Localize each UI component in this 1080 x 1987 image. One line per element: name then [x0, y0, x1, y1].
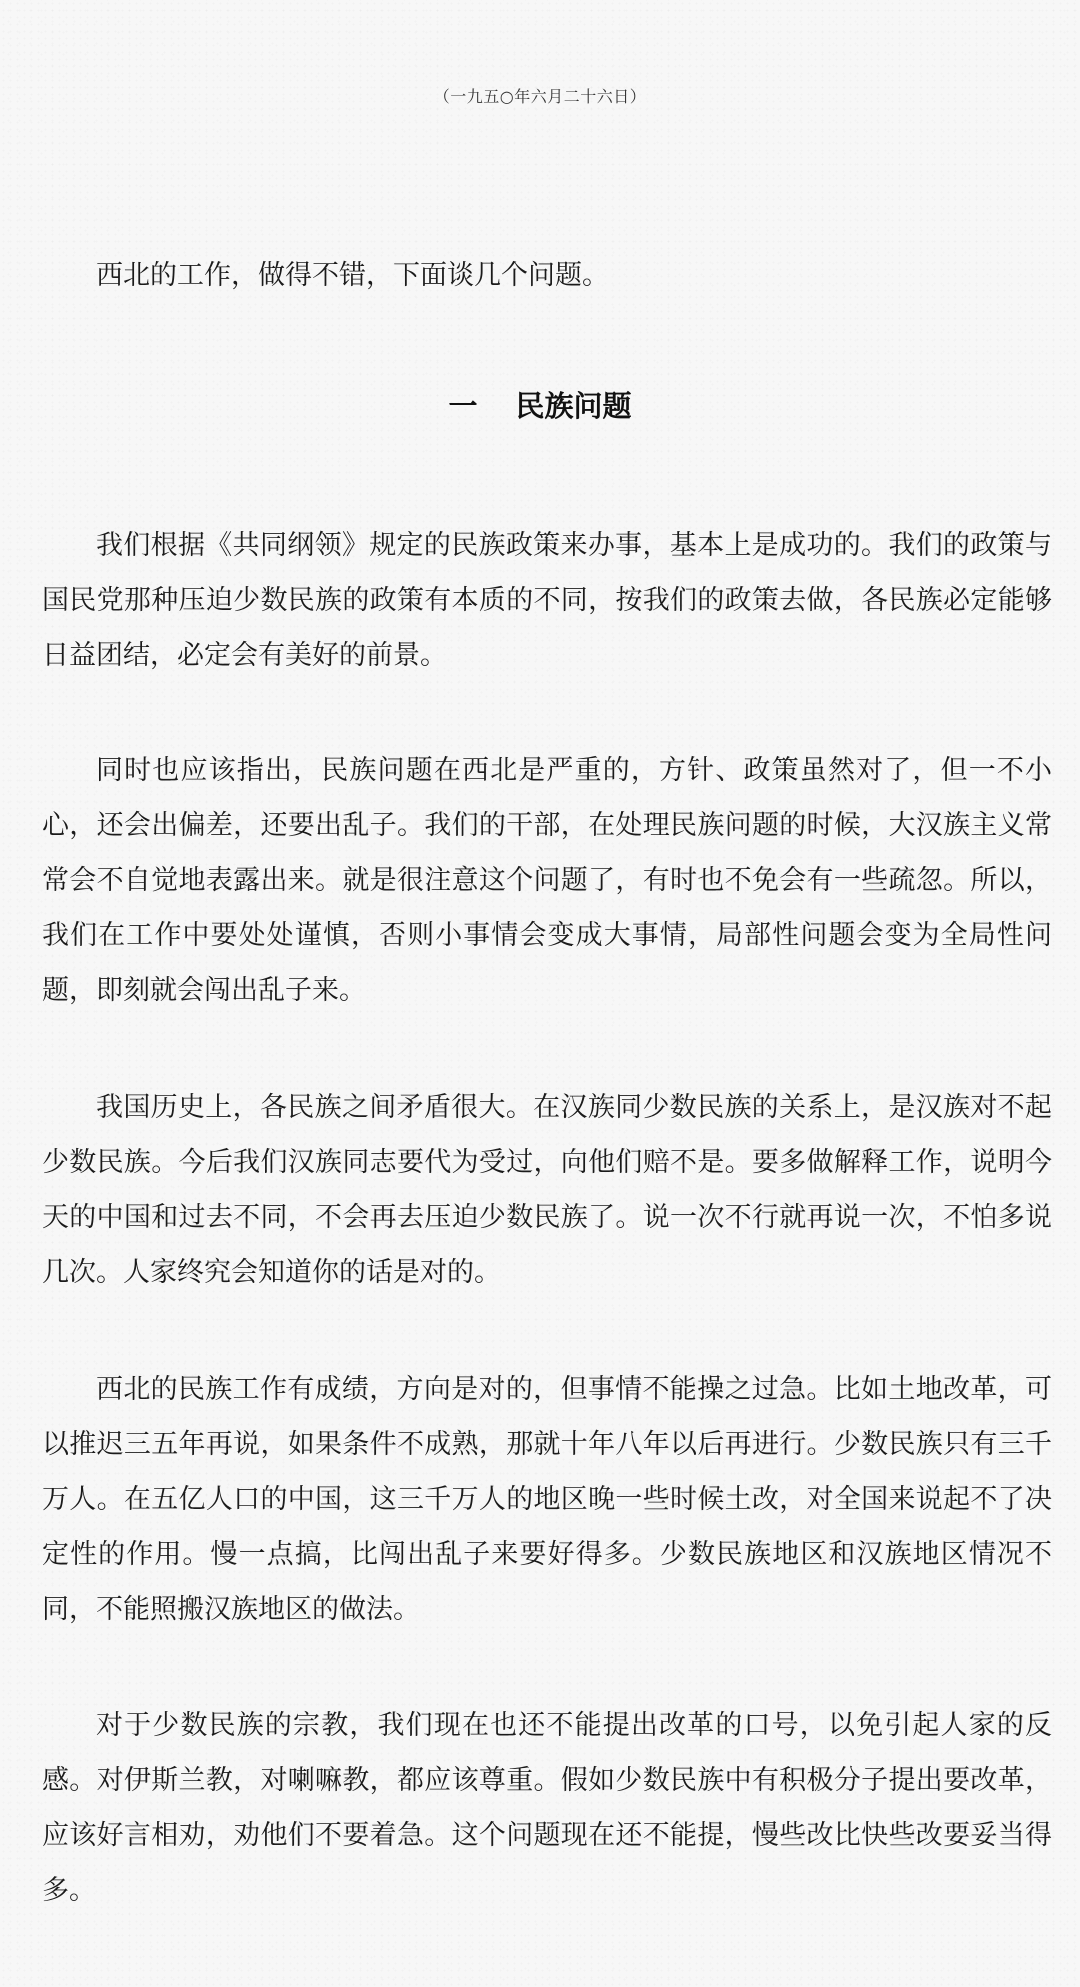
paragraph-4: 西北的民族工作有成绩，方向是对的，但事情不能操之过急。比如土地改革，可以推迟三五年再说，如果条件不成熟，那就十年八年以后再进行。少数民族只有三千万人。在五亿人口的中国，这三千万人的地区晚一些时候土改，对全国来说起不了决定性的作用。慢一点搞，比闯出乱子来要好得多。少数民族地区和汉族地区情况不同，不能照搬汉族地区的做法。: [42, 1374, 1052, 1625]
section-title: 民族问题: [515, 389, 632, 423]
section-number: 一: [448, 389, 478, 423]
document-date: （一九五○年六月二十六日）: [433, 87, 647, 106]
paragraph-2: 同时也应该指出，民族问题在西北是严重的，方针、政策虽然对了，但一不小心，还会出偏差，还要出乱子。我们的干部，在处理民族问题的时候，大汉族主义常常会不自觉地表露出来。就是很注意这个问题了，有时也不免会有一些疏忽。所以，我们在工作中要处处谨慎，否则小事情会变成大事情，局部性问题会变为全局性问题，即刻就会闯出乱子来。: [42, 755, 1052, 1006]
paragraph-1: 我们根据《共同纲领》规定的民族政策来办事，基本上是成功的。我们的政策与国民党那种压迫少数民族的政策有本质的不同，按我们的政策去做，各民族必定能够日益团结，必定会有美好的前景。: [42, 530, 1052, 671]
paragraph-3: 我国历史上，各民族之间矛盾很大。在汉族同少数民族的关系上，是汉族对不起少数民族。今后我们汉族同志要代为受过，向他们赔不是。要多做解释工作，说明今天的中国和过去不同，不会再去压迫少数民族了。说一次不行就再说一次，不怕多说几次。人家终究会知道你的话是对的。: [42, 1092, 1052, 1288]
intro-paragraph: 西北的工作，做得不错，下面谈几个问题。: [96, 260, 609, 291]
section-heading: [0, 384, 1080, 425]
paragraph-5: 对于少数民族的宗教，我们现在也还不能提出改革的口号，以免引起人家的反感。对伊斯兰教，对喇嘛教，都应该尊重。假如少数民族中有积极分子提出要改革，应该好言相劝，劝他们不要着急。这个问题现在还不能提，慢些改比快些改要妥当得多。: [42, 1710, 1052, 1906]
